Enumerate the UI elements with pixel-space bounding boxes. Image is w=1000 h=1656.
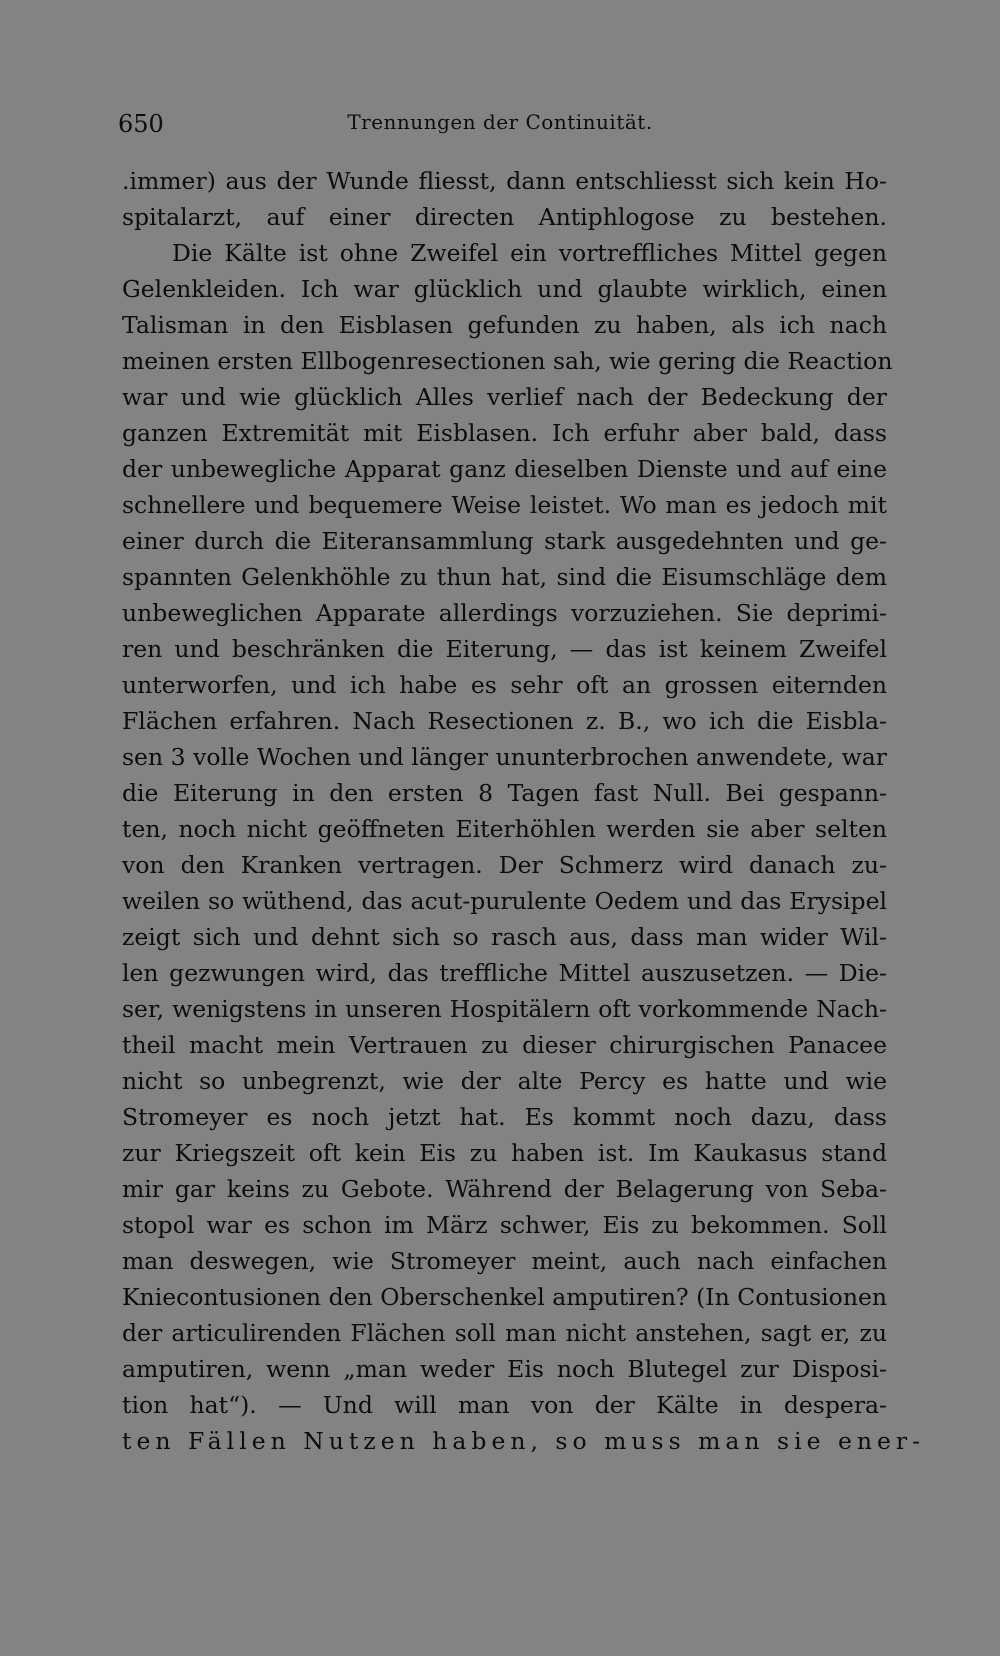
text-line: mir gar keins zu Gebote. Während der Belagerung von Seba- [122,1175,887,1203]
text-line: Flächen erfahren. Nach Resectionen z. B., wo ich die Eisbla- [122,707,887,735]
text-line: weilen so wüthend, das acut-purulente Oedem und das Erysipel [122,887,887,915]
text-line: Stromeyer es noch jetzt hat. Es kommt noch dazu, dass [122,1103,887,1131]
text-line: theil macht mein Vertrauen zu dieser chirurgischen Panacee [122,1031,887,1059]
text-line: sen 3 volle Wochen und länger ununterbrochen anwendete, war [122,743,887,771]
text-line: der unbewegliche Apparat ganz dieselben Dienste und auf eine [122,455,887,483]
page-header [118,110,882,150]
text-line: ser, wenigstens in unseren Hospitälern oft vorkommende Nach- [122,995,887,1023]
page-number: 650 [118,110,164,138]
text-line: tion hat“). — Und will man von der Kälte in despera- [122,1391,887,1419]
text-line: schnellere und bequemere Weise leistet. Wo man es jedoch mit [122,491,887,519]
body-text [122,163,926,1459]
text-line: nicht so unbegrenzt, wie der alte Percy es hatte und wie [122,1067,887,1095]
text-line: spitalarzt, auf einer directen Antiphlogose zu bestehen. [122,203,887,231]
text-line: amputiren, wenn „man weder Eis noch Blutegel zur Disposi- [122,1355,887,1383]
text-line: man deswegen, wie Stromeyer meint, auch nach einfachen [122,1247,887,1275]
text-line: Kniecontusionen den Oberschenkel amputiren? (In Contusionen [122,1283,887,1311]
text-line: war und wie glücklich Alles verlief nach der Bedeckung der [122,383,887,411]
text-line: einer durch die Eiteransammlung stark ausgedehnten und ge- [122,527,887,555]
text-line: der articulirenden Flächen soll man nicht anstehen, sagt er, zu [122,1319,887,1347]
text-line: zeigt sich und dehnt sich so rasch aus, dass man wider Wil- [122,923,887,951]
text-line: unbeweglichen Apparate allerdings vorzuziehen. Sie deprimi- [122,599,887,627]
running-head: Trennungen der Continuität. [347,110,653,134]
text-line: Gelenkleiden. Ich war glücklich und glaubte wirklich, einen [122,275,887,303]
text-line: unterworfen, und ich habe es sehr oft an grossen eiternden [122,671,887,699]
text-line: spannten Gelenkhöhle zu thun hat, sind die Eisumschläge dem [122,563,887,591]
text-line: ren und beschränken die Eiterung, — das ist keinem Zweifel [122,635,887,663]
text-line: Talisman in den Eisblasen gefunden zu haben, als ich nach [122,311,887,339]
text-line: meinen ersten Ellbogenresectionen sah, wie gering die Reaction [122,347,893,375]
text-line: zur Kriegszeit oft kein Eis zu haben ist. Im Kaukasus stand [122,1139,887,1167]
text-line: ten Fällen Nutzen haben, so muss man sie ener- [122,1427,926,1455]
text-line: Die Kälte ist ohne Zweifel ein vortreffliches Mittel gegen [172,239,887,267]
text-line: .immer) aus der Wunde fliesst, dann entschliesst sich kein Ho- [122,167,887,195]
text-line: stopol war es schon im März schwer, Eis zu bekommen. Soll [122,1211,887,1239]
text-line: die Eiterung in den ersten 8 Tagen fast Null. Bei gespann- [122,779,887,807]
text-line: von den Kranken vertragen. Der Schmerz wird danach zu- [122,851,887,879]
text-line: len gezwungen wird, das treffliche Mittel auszusetzen. — Die- [122,959,887,987]
text-line: ganzen Extremität mit Eisblasen. Ich erfuhr aber bald, dass [122,419,887,447]
text-line: ten, noch nicht geöffneten Eiterhöhlen werden sie aber selten [122,815,887,843]
